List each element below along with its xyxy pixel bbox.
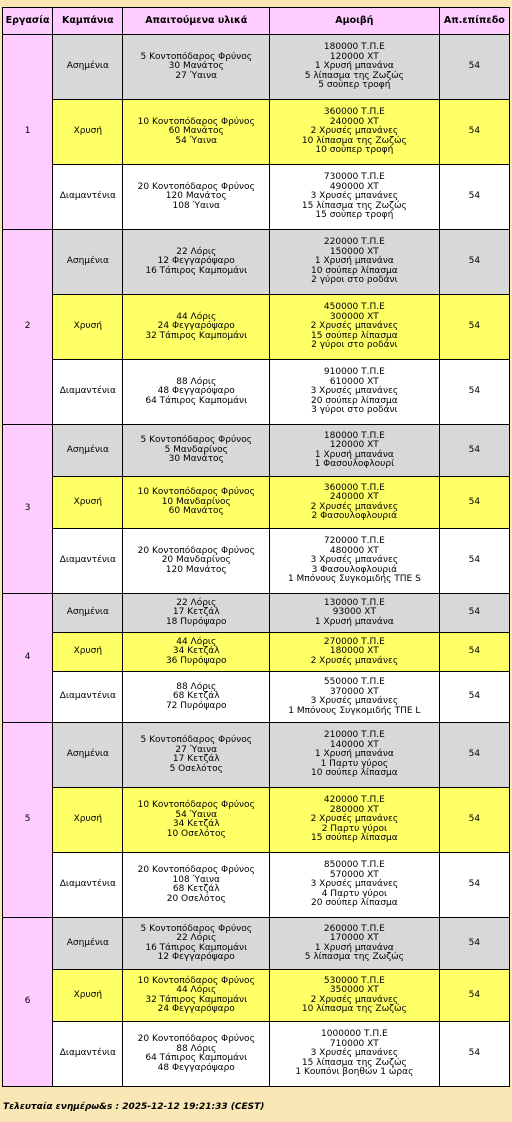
reward-item: 550000 Τ.Π.Ε [323,677,385,687]
material-item: 68 Κετζάλ [172,691,220,702]
reward-item: 150000 ΧΤ [329,246,379,257]
reward-item: 1 Παρτυ γύρος [320,758,389,769]
material-item: 22 Λόρις [176,933,217,943]
reward-item: 1 Χρυσή μπανάνα [314,449,394,460]
campaign-tier: Χρυσή [53,295,122,359]
material-item: 88 Λόρις [176,376,217,387]
table-row [3,594,509,632]
reward-item: 2 γύροι στο ροδάνι [311,275,398,286]
reward-item: 350000 ΧΤ [329,985,379,995]
material-item: 5 Κοντοπόδαρος Φρύνος [140,735,252,745]
reward-item: 1 Χρυσή μπανάνα [314,749,394,760]
reward-item: 210000 Τ.Π.Ε [323,730,385,741]
header-reward: Αμοιβή [270,8,439,34]
material-item: 20 Κοντοπόδαρος Φρύνος [137,181,255,192]
reward-item: 240000 ΧΤ [329,492,379,502]
reward-item: 610000 ΧΤ [329,376,379,387]
material-item: 48 Φεγγαρόψαρο [157,386,235,397]
required-level: 54 [440,230,509,294]
reward-item: 10 σούπερ λίπασμα [311,265,398,276]
material-item: 20 Μανδαρίνος [161,555,231,566]
reward-item: 10 λίπασμα της Ζωζώς [301,1004,407,1014]
material-item: 24 Φεγγαρόψαρο [157,321,235,332]
table-row [3,35,509,99]
reward [270,529,439,593]
material-item: 120 Μανάτος [165,564,227,575]
table-row [3,295,509,359]
required-level: 54 [440,35,509,99]
reward-item: 1 Μπόνους Συγκομιδής ΤΠΕ L [288,705,421,716]
table-row [3,633,509,671]
material-item: 12 Φεγγαρόψαρο [157,952,235,962]
campaign-tier: Χρυσή [53,100,122,164]
material-item: 108 Ύαινα [172,200,220,211]
reward-item: 15 σούπερ λίπασμα [311,330,398,341]
reward [270,165,439,229]
material-item: 60 Μανάτος [168,126,224,137]
material-item: 22 Λόρις [176,246,217,257]
reward-item: 2 Φασουλοφλουριά [311,511,398,521]
reward [270,594,439,632]
reward [270,918,439,969]
material-item: 20 Κοντοπόδαρος Φρύνος [137,865,255,875]
campaign-tier: Χρυσή [53,788,122,852]
reward-item: 240000 ΧΤ [329,116,379,127]
reward-item: 15 λίπασμα της Ζωζώς [301,1057,407,1068]
material-item: 18 Πυρόψαρο [165,616,227,627]
reward-item: 15 λίπασμα της Ζωζώς [301,200,407,211]
table-row [3,100,509,164]
material-item: 5 Κοντοπόδαρος Φρύνος [140,435,252,446]
material-item: 64 Τάπιρος Καμπομάνι [145,1053,248,1063]
campaign-tier: Ασημένια [53,425,122,476]
reward-item: 360000 Τ.Π.Ε [323,107,385,118]
required-level: 54 [440,1022,509,1086]
required-level: 54 [440,970,509,1021]
required-level: 54 [440,295,509,359]
reward-item: 2 Χρυσές μπανάνες [310,814,399,825]
required-materials [123,672,269,722]
reward-item: 180000 ΧΤ [329,646,379,657]
material-item: 72 Πυρόψαρο [165,700,227,711]
material-item: 64 Τάπιρος Καμπομάνι [145,395,248,406]
reward-item: 3 Χρυσές μπανάνες [310,191,399,202]
required-level: 54 [440,425,509,476]
required-materials [123,230,269,294]
reward-item: 120000 ΧΤ [329,440,379,450]
material-item: 22 Λόρις [176,597,217,608]
material-item: 54 Ύαινα [175,135,218,146]
reward-item: 140000 ΧΤ [329,739,379,750]
reward [270,295,439,359]
reward-item: 2 Χρυσές μπανάνες [310,501,399,512]
material-item: 10 Μανδαρίνος [161,496,231,507]
reward-item: 1 Κουπόνι βοηθών 1 ώρας [295,1067,414,1078]
header-row [3,8,509,34]
task-table [2,7,510,1087]
table-row [3,723,509,787]
reward-item: 170000 ΧΤ [329,933,379,943]
required-materials [123,918,269,969]
reward-item: 10 λίπασμα της Ζωζώς [301,135,407,146]
task-table-body [3,35,509,1086]
reward-item: 450000 Τ.Π.Ε [323,302,385,313]
reward-item: 93000 ΧΤ [332,607,376,618]
material-item: 44 Λόρις [176,636,217,647]
material-item: 16 Τάπιρος Καμπομάνι [145,942,248,953]
reward-item: 850000 Τ.Π.Ε [323,860,385,871]
material-item: 88 Λόρις [176,1043,217,1054]
required-materials [123,594,269,632]
reward [270,1022,439,1086]
reward [270,35,439,99]
material-item: 10 Κοντοπόδαρος Φρύνος [137,116,255,127]
material-item: 20 Κοντοπόδαρος Φρύνος [137,1034,255,1044]
material-item: 10 Κοντοπόδαρος Φρύνος [137,800,255,810]
material-item: 108 Ύαινα [172,874,220,885]
reward-item: 490000 ΧΤ [329,181,379,192]
table-row [3,970,509,1021]
reward-item: 370000 ΧΤ [329,686,379,697]
campaign-tier: Διαμαντένια [53,360,122,424]
reward-item: 300000 ΧΤ [329,311,379,322]
reward-item: 15 σούπερ τροφή [315,210,394,221]
table-row [3,918,509,969]
reward [270,100,439,164]
reward-item: 3 Χρυσές μπανάνες [310,555,399,566]
material-item: 36 Πυρόψαρο [165,655,227,666]
reward-item: 1 Μπόνους Συγκομιδής ΤΠΕ S [287,574,421,585]
reward [270,788,439,852]
reward-item: 10 σούπερ τροφή [315,145,394,156]
campaign-tier: Διαμαντένια [53,672,122,722]
reward [270,230,439,294]
reward-item: 3 Χρυσές μπανάνες [310,696,399,706]
campaign-tier: Χρυσή [53,477,122,528]
required-materials [123,360,269,424]
reward-item: 120000 ΧΤ [329,51,379,62]
reward-item: 2 Χρυσές μπανάνες [310,655,399,666]
reward [270,360,439,424]
table-row [3,853,509,917]
material-item: 5 Οσελότος [169,763,223,774]
required-level: 54 [440,165,509,229]
table-row [3,425,509,476]
material-item: 68 Κετζάλ [172,884,220,894]
task-number: 5 [3,723,52,917]
required-materials [123,970,269,1021]
campaign-tier: Διαμαντένια [53,165,122,229]
material-item: 10 Κοντοπόδαρος Φρύνος [137,975,255,986]
reward-item: 15 σούπερ λίπασμα [311,833,398,844]
header-materials: Απαιτούμενα υλικά [123,8,269,34]
table-row [3,529,509,593]
reward-item: 2 γύροι στο ροδάνι [311,340,398,351]
material-item: 5 Μανδαρίνος [164,444,228,455]
task-number: 4 [3,594,52,722]
material-item: 5 Κοντοπόδαρος Φρύνος [140,923,252,934]
required-level: 54 [440,853,509,917]
required-materials [123,633,269,671]
material-item: 10 Κοντοπόδαρος Φρύνος [137,487,255,498]
required-materials [123,529,269,593]
material-item: 30 Μανάτος [168,454,224,465]
reward-item: 420000 Τ.Π.Ε [323,795,385,806]
material-item: 16 Τάπιρος Καμπομάνι [145,265,248,276]
material-item: 30 Μανάτος [168,61,224,72]
reward [270,970,439,1021]
material-item: 34 Κετζάλ [172,646,220,657]
required-level: 54 [440,529,509,593]
material-item: 24 Φεγγαρόψαρο [157,1004,235,1014]
required-level: 54 [440,918,509,969]
material-item: 10 Οσελότος [166,828,226,839]
reward-item: 20 σούπερ λίπασμα [311,898,398,909]
campaign-tier: Διαμαντένια [53,853,122,917]
campaign-tier: Χρυσή [53,633,122,671]
header-campaign: Καμπάνια [53,8,122,34]
material-item: 44 Λόρις [176,311,217,322]
reward-item: 280000 ΧΤ [329,804,379,815]
material-item: 88 Λόρις [176,681,217,692]
material-item: 32 Τάπιρος Καμπομάνι [145,994,248,1005]
reward-item: 5 λίπασμα της Ζωζώς [304,70,404,81]
task-number: 6 [3,918,52,1086]
table-row [3,230,509,294]
reward-item: 4 Παρτυ γύροι [321,888,388,899]
reward-item: 2 Παρτυ γύροι [321,823,388,834]
required-materials [123,425,269,476]
task-number: 2 [3,230,52,424]
reward-item: 10 σούπερ λίπασμα [311,768,398,779]
campaign-tier: Ασημένια [53,723,122,787]
material-item: 20 Οσελότος [166,893,226,904]
reward-item: 910000 Τ.Π.Ε [323,367,385,378]
required-level: 54 [440,723,509,787]
campaign-tier: Ασημένια [53,230,122,294]
reward-item: 3 Φασουλοφλουριά [311,564,398,575]
required-level: 54 [440,360,509,424]
material-item: 27 Ύαινα [175,744,218,755]
required-materials [123,853,269,917]
required-materials [123,100,269,164]
material-item: 17 Κετζάλ [172,754,220,764]
campaign-tier: Ασημένια [53,594,122,632]
header-level: Απ.επίπεδο [440,8,509,34]
reward-item: 570000 ΧΤ [329,869,379,880]
material-item: 5 Κοντοπόδαρος Φρύνος [140,51,252,62]
table-row [3,788,509,852]
campaign-tier: Διαμαντένια [53,529,122,593]
required-level: 54 [440,477,509,528]
reward-item: 1 Χρυσή μπανάνα [314,942,394,953]
required-materials [123,788,269,852]
reward-item: 3 γύροι στο ροδάνι [311,405,398,416]
reward-item: 3 Χρυσές μπανάνες [310,879,399,890]
required-materials [123,295,269,359]
task-number: 1 [3,35,52,229]
page [2,7,510,1087]
reward-item: 1 Φασουλοφλουρί [314,459,395,469]
reward-item: 1 Χρυσή μπανάνα [314,256,394,267]
reward-item: 5 λίπασμα της Ζωζώς [304,952,404,962]
last-updated: Τελευταία ενημέρω&s : 2025-12-12 19:21:33 (CEST) [3,1102,265,1112]
campaign-tier: Χρυσή [53,970,122,1021]
required-materials [123,165,269,229]
material-item: 20 Κοντοπόδαρος Φρύνος [137,545,255,556]
reward-item: 2 Χρυσές μπανάνες [310,994,399,1005]
required-materials [123,723,269,787]
material-item: 48 Φεγγαρόψαρο [157,1062,235,1073]
table-row [3,672,509,722]
reward-item: 1 Χρυσή μπανάνα [314,616,394,627]
material-item: 17 Κετζάλ [172,607,220,618]
required-materials [123,35,269,99]
required-level: 54 [440,788,509,852]
required-level: 54 [440,100,509,164]
reward-item: 270000 Τ.Π.Ε [323,636,385,647]
reward [270,425,439,476]
reward-item: 130000 Τ.Π.Ε [323,597,385,608]
reward [270,477,439,528]
required-level: 54 [440,672,509,722]
reward-item: 260000 Τ.Π.Ε [323,923,385,934]
reward-item: 1 Χρυσή μπανάνα [314,61,394,72]
table-row [3,477,509,528]
material-item: 44 Λόρις [176,985,217,995]
reward-item: 3 Χρυσές μπανάνες [310,386,399,397]
reward [270,633,439,671]
reward-item: 20 σούπερ λίπασμα [311,395,398,406]
reward-item: 3 Χρυσές μπανάνες [310,1048,399,1059]
reward-item: 180000 Τ.Π.Ε [323,42,385,53]
table-row [3,165,509,229]
required-materials [123,477,269,528]
reward-item: 710000 ΧΤ [329,1038,379,1049]
reward-item: 730000 Τ.Π.Ε [323,172,385,183]
material-item: 54 Ύαινα [175,809,218,820]
reward [270,853,439,917]
material-item: 34 Κετζάλ [172,819,220,829]
reward-item: 720000 Τ.Π.Ε [323,536,385,547]
material-item: 60 Μανάτος [168,506,224,517]
reward-item: 530000 Τ.Π.Ε [323,975,385,986]
required-level: 54 [440,633,509,671]
reward-item: 2 Χρυσές μπανάνες [310,126,399,137]
reward [270,672,439,722]
campaign-tier: Ασημένια [53,35,122,99]
reward-item: 360000 Τ.Π.Ε [323,482,385,493]
material-item: 120 Μανάτος [165,191,227,202]
reward-item: 1000000 Τ.Π.Ε [321,1029,388,1040]
table-row [3,360,509,424]
reward-item: 220000 Τ.Π.Ε [323,237,385,248]
task-number: 3 [3,425,52,593]
reward-item: 2 Χρυσές μπανάνες [310,321,399,332]
material-item: 27 Ύαινα [175,70,218,81]
campaign-tier: Διαμαντένια [53,1022,122,1086]
required-level: 54 [440,594,509,632]
reward [270,723,439,787]
header-task: Εργασία [3,8,52,34]
reward-item: 480000 ΧΤ [329,545,379,556]
table-row [3,1022,509,1086]
reward-item: 5 σούπερ τροφή [318,80,391,91]
material-item: 32 Τάπιρος Καμπομάνι [145,330,248,341]
required-materials [123,1022,269,1086]
campaign-tier: Ασημένια [53,918,122,969]
reward-item: 180000 Τ.Π.Ε [323,430,385,441]
material-item: 12 Φεγγαρόψαρο [157,256,235,267]
